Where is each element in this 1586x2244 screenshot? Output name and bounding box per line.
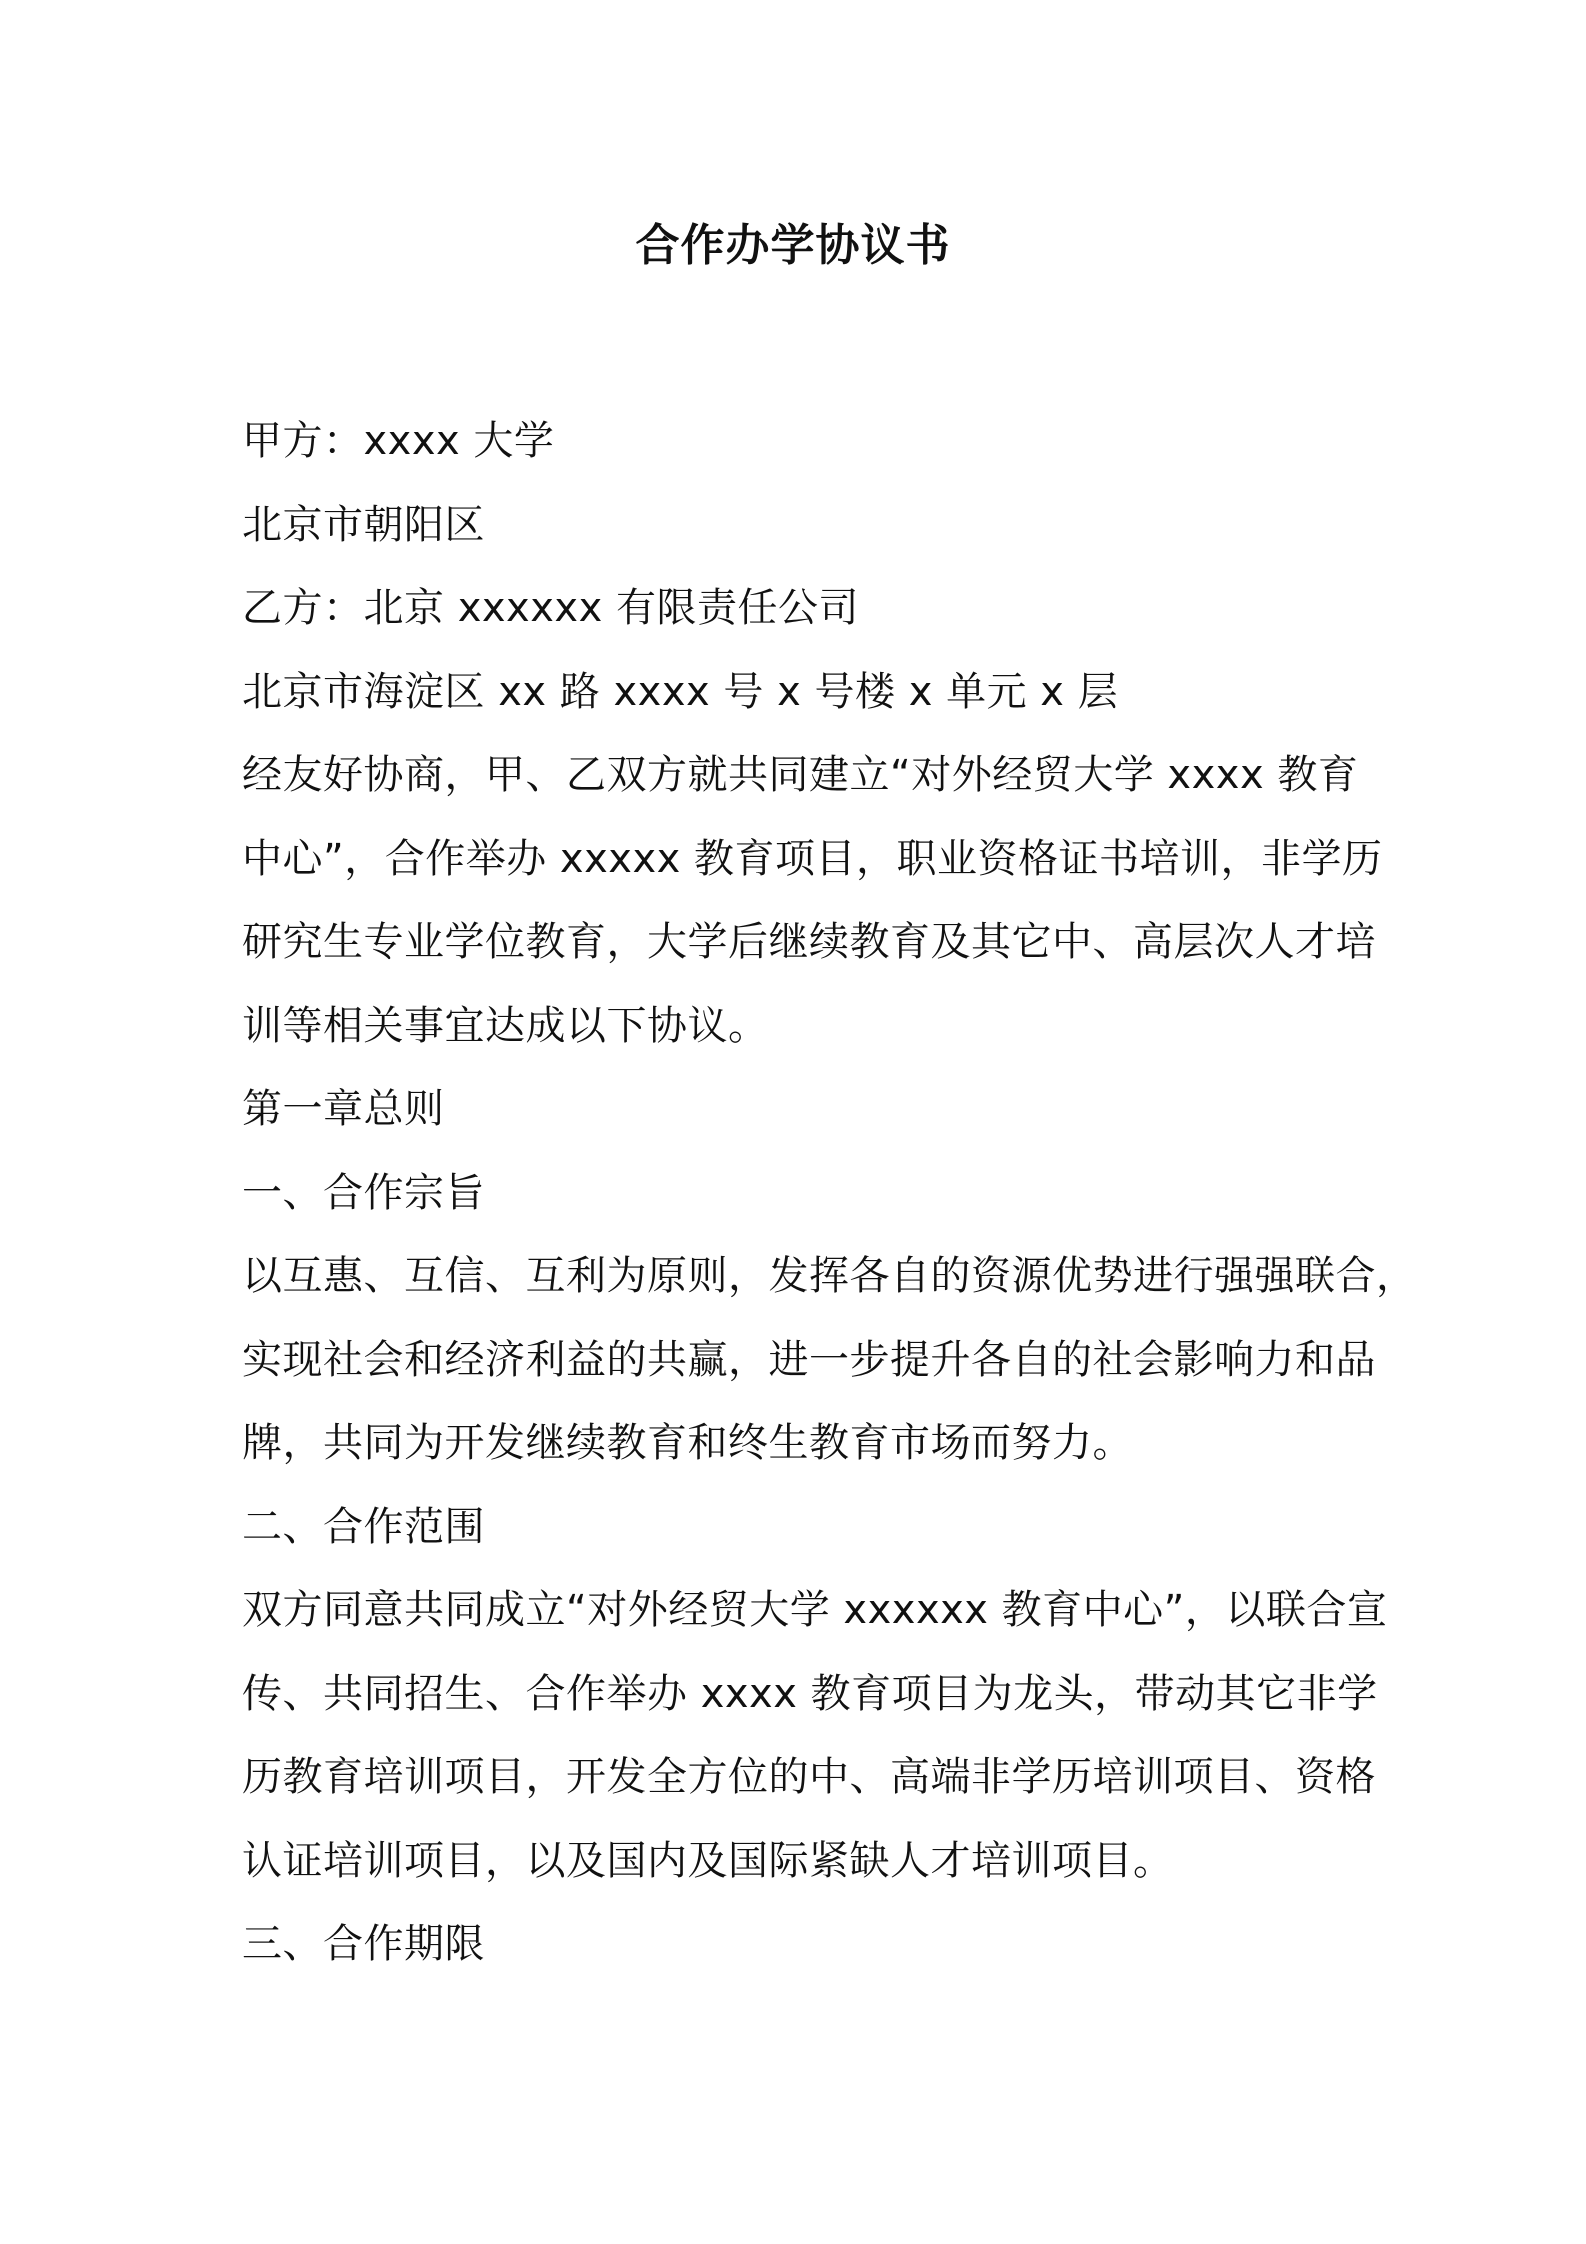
section-heading: 二、合作范围: [242, 1503, 485, 1550]
document-body: [242, 400, 1417, 1987]
party-a: 甲方：xxxx 大学: [242, 418, 555, 464]
chapter-heading: 第一章总则: [242, 1086, 445, 1132]
section-heading: 一、合作宗旨: [242, 1169, 485, 1216]
section-2-line: 传、共同招生、合作举办 xxxx 教育项目为龙头，带动其它非学: [242, 1670, 1378, 1717]
party-a-address: 北京市朝阳区: [242, 501, 485, 548]
intro-line: 训等相关事宜达成以下协议。: [242, 1002, 769, 1049]
section-1-line: 以互惠、互信、互利为原则，发挥各自的资源优势进行强强联合，: [242, 1253, 1417, 1299]
section-2-line: 历教育培训项目，开发全方位的中、高端非学历培训项目、资格: [242, 1754, 1376, 1800]
section-2-line: 认证培训项目，以及国内及国际紧缺人才培训项目。: [242, 1837, 1174, 1884]
section-1-line: 牌，共同为开发继续教育和终生教育市场而努力。: [242, 1420, 1133, 1466]
intro-line: 中心”，合作举办 xxxxx 教育项目，职业资格证书培训，非学历: [242, 835, 1383, 882]
section-heading: 三、合作期限: [242, 1921, 485, 1967]
section-2-line: 双方同意共同成立“对外经贸大学 xxxxxx 教育中心”，以联合宣: [242, 1587, 1388, 1633]
document-title: 合作办学协议书: [635, 220, 951, 271]
intro-line: 经友好协商，甲、乙双方就共同建立“对外经贸大学 xxxx 教育: [242, 752, 1359, 798]
intro-line: 研究生专业学位教育，大学后继续教育及其它中、高层次人才培: [242, 919, 1376, 965]
party-b-address: 北京市海淀区 xx 路 xxxx 号 x 号楼 x 单元 x 层: [242, 668, 1119, 715]
party-b: 乙方：北京 xxxxxx 有限责任公司: [242, 585, 859, 631]
section-1-line: 实现社会和经济利益的共赢，进一步提升各自的社会影响力和品: [242, 1336, 1376, 1383]
